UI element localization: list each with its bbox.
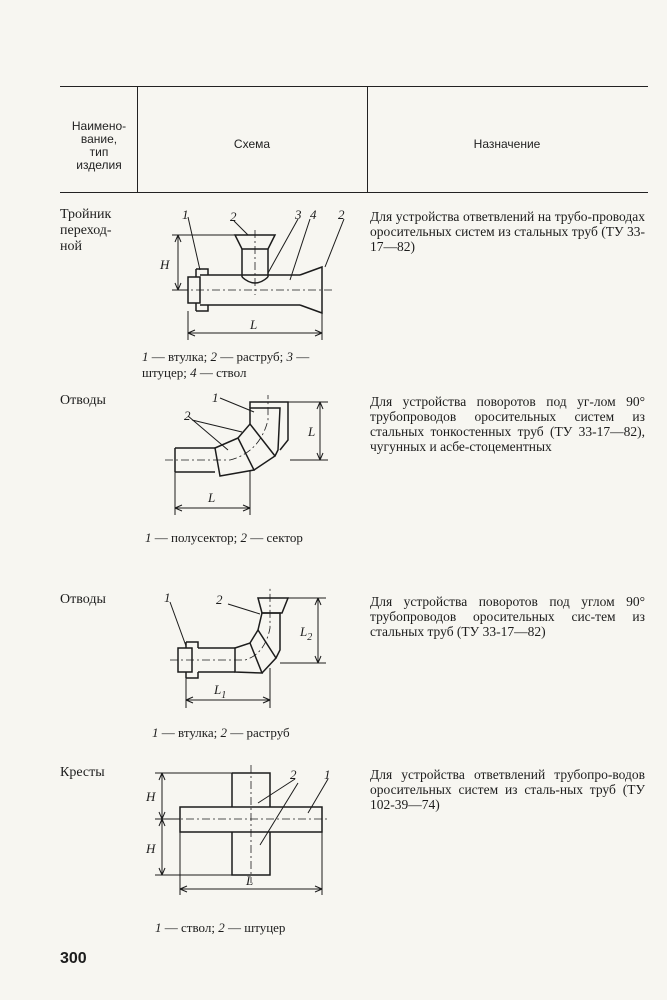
row-1-dim-h: H (160, 257, 170, 272)
row-3-dim-l2: $L_2$ (300, 624, 313, 643)
row-4-dim-l: L (246, 873, 254, 888)
row-1-label-3: 3 (295, 207, 302, 222)
row-4-dim-h-upper: H (146, 789, 156, 804)
row-2-caption: 1 — полусектор; 2 — сектор (145, 530, 303, 545)
row-1-label-4: 4 (310, 207, 317, 222)
row-4-name: Кресты (60, 765, 105, 780)
row-2-label-1: 1 (212, 390, 219, 405)
header-purpose: Назначение (473, 137, 541, 151)
row-3-dim-l1: $L_1$ (214, 682, 227, 701)
row-4-label-2: 2 (290, 767, 297, 782)
row-4-dim-h-lower: H (146, 841, 156, 856)
row-3-scheme-elbow (150, 588, 350, 728)
row-2-purpose: Для устройства поворотов под уг-лом 90° трубопроводов оросительных систем из стальных тонкостенных труб (ТУ 33-17—82), чугунных и асбе-стоцементных (370, 394, 645, 454)
row-1-label-2b: 2 (338, 207, 345, 222)
row-2-dim-l-horizontal: L (208, 490, 216, 505)
row-3-name: Отводы (60, 592, 106, 607)
row-1-label-2: 2 (230, 209, 237, 224)
row-1-label-1: 1 (182, 207, 189, 222)
row-4-caption: 1 — ствол; 2 — штуцер (155, 920, 286, 935)
header-scheme: Схема (233, 137, 271, 151)
table-top-rule (60, 86, 648, 87)
row-2-scheme-elbow (150, 390, 350, 530)
row-3-label-1: 1 (164, 590, 171, 605)
table-header-bottom-rule (60, 192, 648, 193)
header-name: Наимено- вание, тип изделия (71, 119, 127, 172)
row-1-name: Тройник переход- ной (60, 207, 112, 254)
row-2-label-2: 2 (184, 408, 191, 423)
row-2-name: Отводы (60, 393, 106, 408)
row-1-dim-l: L (250, 317, 258, 332)
row-1-caption: 1 — втулка; 2 — раструб; 3 — штуцер; 4 — ствол (142, 349, 310, 380)
row-1-scheme-tee (150, 205, 360, 345)
row-2-dim-l-vertical: L (308, 424, 316, 439)
row-3-label-2: 2 (216, 592, 223, 607)
row-4-label-1: 1 (324, 767, 331, 782)
row-4-purpose: Для устройства ответвлений трубопро-водов оросительных систем из сталь-ных труб (ТУ 102-39—74) (370, 767, 645, 812)
row-1-purpose: Для устройства ответвлений на трубо-проводах оросительных систем из стальных труб (ТУ 33-17—82) (370, 209, 645, 254)
row-3-purpose: Для устройства поворотов под углом 90° трубопроводов оросительных сис-тем из стальных труб (ТУ 33-17—82) (370, 594, 645, 639)
page-number: 300 (60, 950, 87, 967)
row-3-caption: 1 — втулка; 2 — раструб (152, 725, 290, 740)
row-4-scheme-cross (140, 765, 340, 910)
